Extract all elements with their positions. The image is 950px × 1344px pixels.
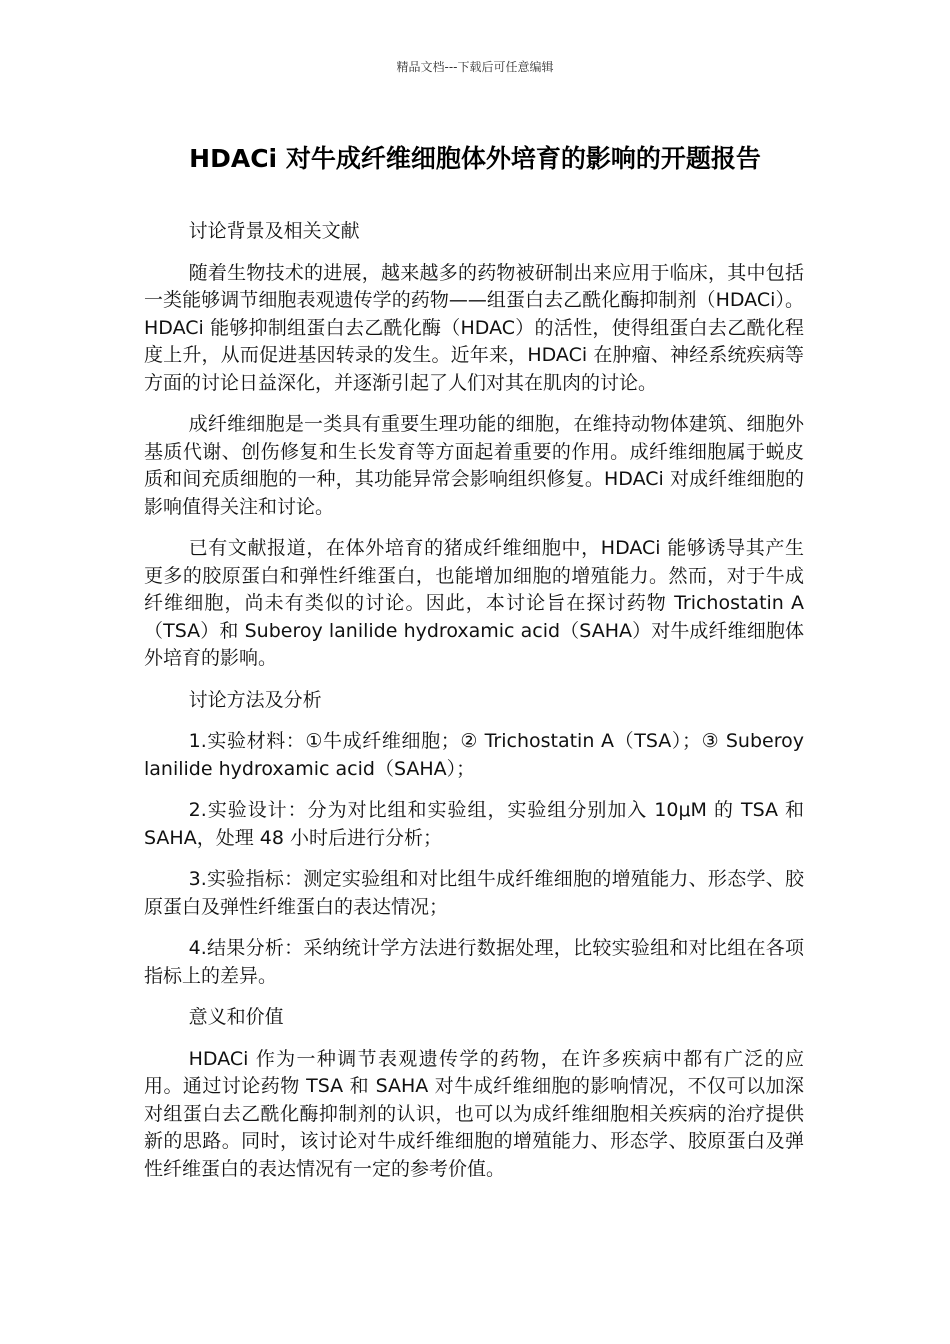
paragraph-background-3: 已有文献报道，在体外培育的猪成纤维细胞中，HDACi 能够诱导其产生更多的胶原蛋白和弹性纤维蛋白，也能增加细胞的增殖能力。然而，对于牛成纤维细胞，尚未有类似的讨论。因此，本讨论旨在探讨药物 Trichostatin A（TSA）和 Suberoy lanilide hydroxamic acid（SAHA）对牛成纤维细胞体外培育的影响。 bbox=[144, 537, 804, 669]
methods-item-indicators: 3.实验指标：测定实验组和对比组牛成纤维细胞的增殖能力、形态学、胶原蛋白及弹性纤维蛋白的表达情况； bbox=[144, 868, 804, 918]
methods-item-analysis: 4.结果分析：采纳统计学方法进行数据处理，比较实验组和对比组在各项指标上的差异。 bbox=[144, 937, 804, 987]
document-body bbox=[144, 218, 804, 1197]
document-title: HDACi 对牛成纤维细胞体外培育的影响的开题报告 bbox=[189, 144, 761, 173]
methods-item-materials: 1.实验材料：①牛成纤维细胞；② Trichostatin A（TSA）；③ Suberoy lanilide hydroxamic acid（SAHA）； bbox=[144, 730, 804, 780]
paragraph-background-2: 成纤维细胞是一类具有重要生理功能的细胞，在维持动物体建筑、细胞外基质代谢、创伤修复和生长发育等方面起着重要的作用。成纤维细胞属于蜕皮质和间充质细胞的一种，其功能异常会影响组织修复。HDACi 对成纤维细胞的影响值得关注和讨论。 bbox=[144, 413, 804, 518]
section-heading-methods: 讨论方法及分析 bbox=[188, 688, 322, 711]
methods-item-design: 2.实验设计：分为对比组和实验组，实验组分别加入 10μM 的 TSA 和 SAHA，处理 48 小时后进行分析； bbox=[144, 799, 804, 849]
header-watermark: 精品文档---下载后可任意编辑 bbox=[396, 60, 554, 74]
paragraph-significance-1: HDACi 作为一种调节表观遗传学的药物，在许多疾病中都有广泛的应用。通过讨论药物 TSA 和 SAHA 对牛成纤维细胞的影响情况，不仅可以加深对组蛋白去乙酰化酶抑制剂的认识，也可以为成纤维细胞相关疾病的治疗提供新的思路。同时，该讨论对牛成纤维细胞的增殖能力、形态学、胶原蛋白及弹性纤维蛋白的表达情况有一定的参考价值。 bbox=[144, 1047, 804, 1180]
section-heading-significance: 意义和价值 bbox=[188, 1006, 284, 1028]
paragraph-background-1: 随着生物技术的进展，越来越多的药物被研制出来应用于临床，其中包括一类能够调节细胞表观遗传学的药物——组蛋白去乙酰化酶抑制剂（HDACi）。HDACi 能够抑制组蛋白去乙酰化酶（HDAC）的活性，使得组蛋白去乙酰化程度上升，从而促进基因转录的发生。近年来，HDACi 在肿瘤、神经系统疾病等方面的讨论日益深化，并逐渐引起了人们对其在肌肉的讨论。 bbox=[144, 261, 804, 394]
section-heading-background: 讨论背景及相关文献 bbox=[188, 220, 360, 242]
